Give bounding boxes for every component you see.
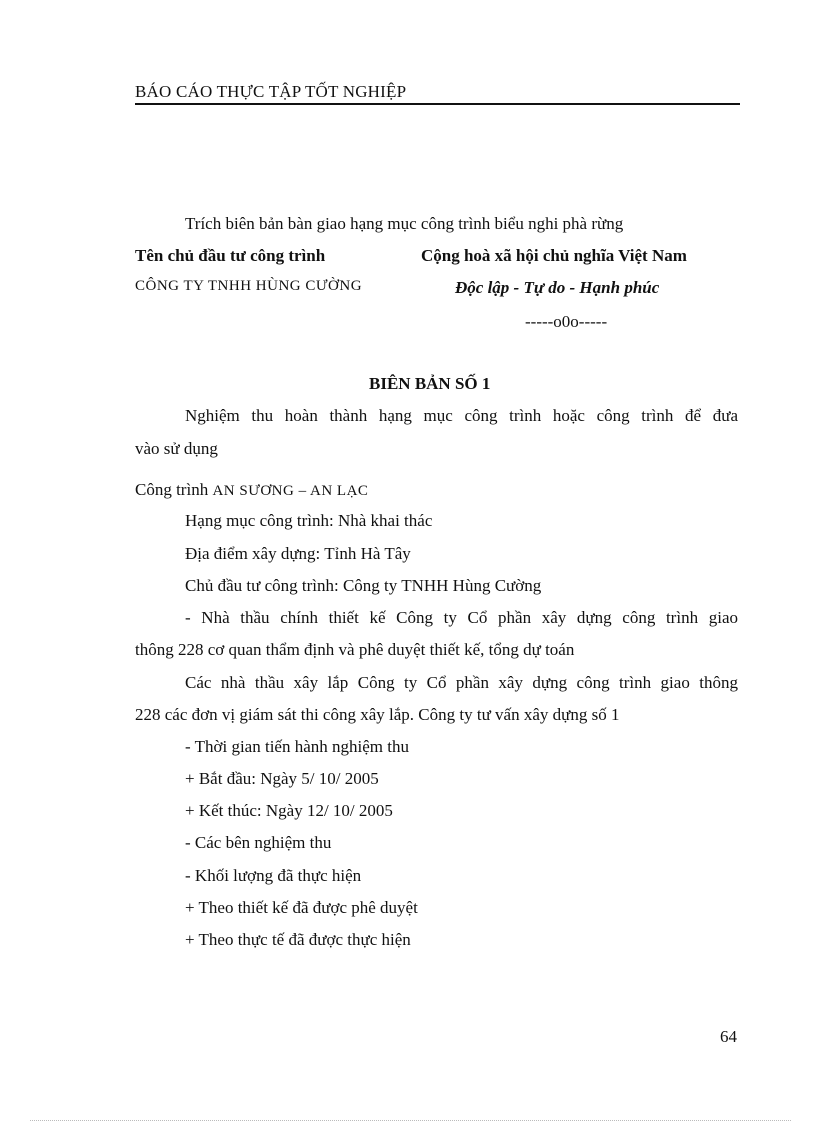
- purpose-line-1: Nghiệm thu hoàn thành hạng mục công trình hoặc công trình để đưa: [185, 406, 738, 425]
- purpose-line-2: vào sử dụng: [135, 439, 218, 458]
- page-number: 64: [720, 1027, 737, 1046]
- designer-line-2: thông 228 cơ quan thẩm định và phê duyệt thiết kế, tổng dự toán: [135, 640, 575, 659]
- project-line: [135, 480, 368, 500]
- owner-company: CÔNG TY TNHH HÙNG CƯỜNG: [135, 278, 363, 294]
- project-prefix: Công trình: [135, 480, 209, 499]
- builders-line-2: 228 các đơn vị giám sát thi công xây lắp. Công ty tư vấn xây dựng số 1: [135, 705, 620, 724]
- document-title: BIÊN BẢN SỐ 1: [369, 374, 491, 393]
- project-location: Địa điểm xây dựng: Tỉnh Hà Tây: [185, 544, 411, 563]
- project-owner: Chủ đầu tư công trình: Công ty TNHH Hùng Cường: [185, 576, 542, 595]
- builders-line-1: Các nhà thầu xây lắp Công ty Cổ phần xây dựng công trình giao thông: [185, 673, 738, 692]
- completed-volume: - Khối lượng đã thực hiện: [185, 866, 362, 885]
- page-header-title: BÁO CÁO THỰC TẬP TỐT NGHIỆP: [135, 82, 407, 101]
- end-date: + Kết thúc: Ngày 12/ 10/ 2005: [185, 801, 393, 820]
- intro-line: Trích biên bản bàn giao hạng mục công trình biểu nghi phà rừng: [185, 214, 624, 233]
- inspection-parties: - Các bên nghiệm thu: [185, 833, 332, 852]
- designer-line-1: - Nhà thầu chính thiết kế Công ty Cổ phần xây dựng công trình giao: [185, 608, 738, 627]
- project-name: AN SƯƠNG – AN LẠC: [212, 483, 369, 499]
- volume-per-actual: + Theo thực tế đã được thực hiện: [185, 930, 411, 949]
- motto-divider: -----o0o-----: [525, 312, 608, 331]
- start-date: + Bắt đầu: Ngày 5/ 10/ 2005: [185, 769, 379, 788]
- owner-label: Tên chủ đầu tư công trình: [135, 246, 326, 265]
- inspection-time: - Thời gian tiến hành nghiệm thu: [185, 737, 409, 756]
- volume-per-design: + Theo thiết kế đã được phê duyệt: [185, 898, 418, 917]
- page-bottom-border: [30, 1120, 791, 1121]
- country-name: Cộng hoà xã hội chủ nghĩa Việt Nam: [421, 246, 687, 265]
- national-slogan: Độc lập - Tự do - Hạnh phúc: [455, 278, 660, 297]
- header-rule: [135, 103, 740, 105]
- project-item: Hạng mục công trình: Nhà khai thác: [185, 511, 433, 530]
